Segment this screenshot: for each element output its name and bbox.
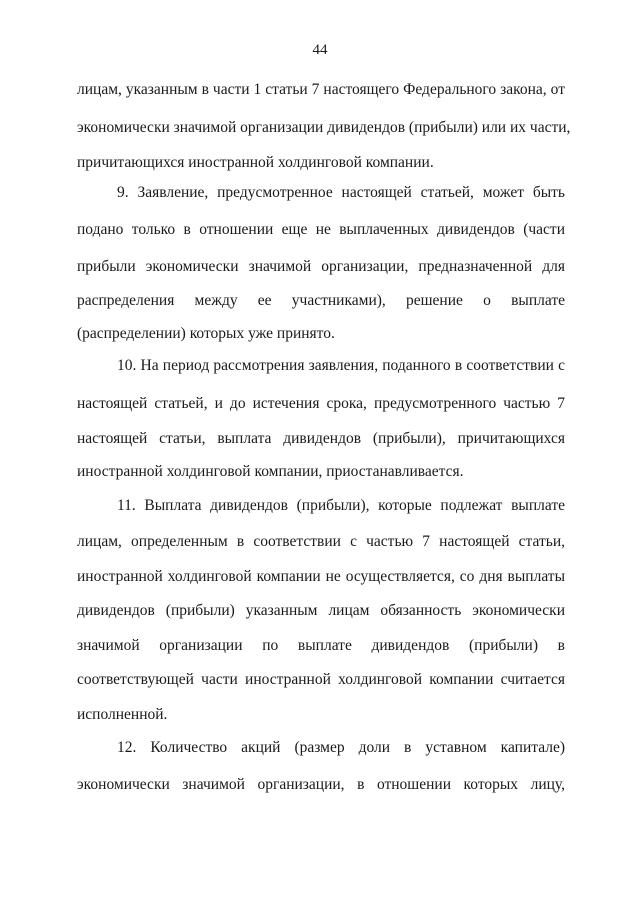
text-line: настоящей статьи, выплата дивидендов (прибыли), причитающихся xyxy=(77,430,565,447)
paragraph-12-first-line: 12. Количество акций (размер доли в уставном капитале) xyxy=(117,739,565,756)
text-line: исполненной. xyxy=(77,706,168,723)
text-line: лицам, указанным в части 1 статьи 7 настоящего Федерального закона, от xyxy=(77,81,565,98)
text-line: настоящей статьей, и до истечения срока, предусмотренного частью 7 xyxy=(77,395,565,412)
text-line: подано только в отношении еще не выплаченных дивидендов (части xyxy=(77,221,565,238)
text-line: соответствующей части иностранной холдинговой компании считается xyxy=(77,671,565,688)
text-line: причитающихся иностранной холдинговой компании. xyxy=(77,154,434,171)
text-line: иностранной холдинговой компании, приостанавливается. xyxy=(77,463,464,480)
text-line: лицам, определенным в соответствии с частью 7 настоящей статьи, xyxy=(77,533,565,550)
text-line: иностранной холдинговой компании не осуществляется, со дня выплаты xyxy=(77,568,565,585)
text-line: экономически значимой организации, в отношении которых лицу, xyxy=(77,776,565,793)
text-line: значимой организации по выплате дивидендов (прибыли) в xyxy=(77,637,565,654)
page-number: 44 xyxy=(312,42,328,58)
text-line: (распределении) которых уже принято. xyxy=(77,325,335,342)
paragraph-9-first-line: 9. Заявление, предусмотренное настоящей статьей, может быть xyxy=(117,184,565,201)
paragraph-11-first-line: 11. Выплата дивидендов (прибыли), которые подлежат выплате xyxy=(117,497,565,514)
text-line: экономически значимой организации дивидендов (прибыли) или их части, xyxy=(77,119,571,136)
text-line: дивидендов (прибыли) указанным лицам обязанность экономически xyxy=(77,602,565,619)
paragraph-10-first-line: 10. На период рассмотрения заявления, поданного в соответствии с xyxy=(117,357,565,374)
text-line: распределения между ее участниками), решение о выплате xyxy=(77,292,565,309)
text-line: прибыли экономически значимой организации, предназначенной для xyxy=(77,258,565,275)
